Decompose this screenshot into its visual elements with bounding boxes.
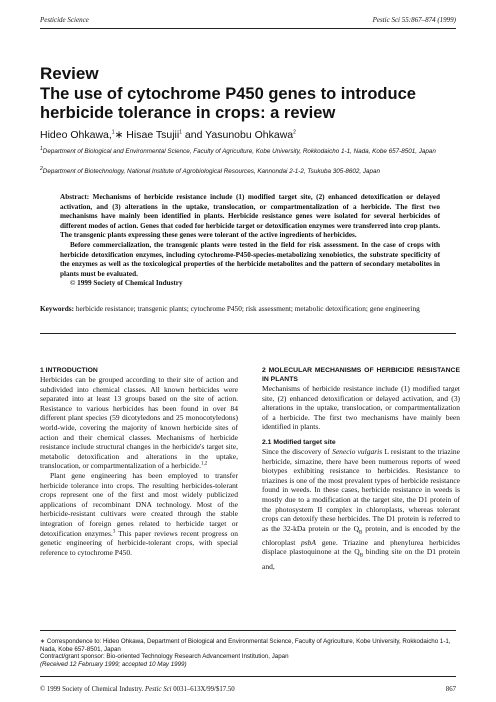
s21-species: Senecio vulgaris <box>332 446 383 456</box>
affiliation-2-num: 2 <box>40 165 43 172</box>
keywords-text: herbicide resistance; transgenic plants; cytochrome P450; risk assessment; metabolic detoxification; gene engineering <box>74 304 420 313</box>
s21-text-b: L resistant to the triazine herbicide, simazine, there have been numerous reports of weed biotypes exhibiting resistance to herbicides. Resistance to triazines is one of the most prevalent types of herbicide resistance found in weeds. In these cases, herbicide resistance in weeds is mostly due to a modification at the target site, the D1 protein of the photosystem II complex in chloroplasts, whereas tolerant crops can detoxify these herbicides. The D1 protein is referred to as the 32-kDa protein or the Q <box>262 446 461 533</box>
header-rule <box>40 28 456 29</box>
s21-text-a: Since the discovery of <box>262 446 333 456</box>
subsection-2-1-paragraph <box>262 447 460 571</box>
footnotes <box>40 638 460 668</box>
correspondence-mark: ∗ <box>114 129 124 141</box>
correspondence-note: ∗ Correspondence to: Hideo Ohkawa, Department of Biological and Environmental Science, Faculty of Agriculture, Kobe University, Rokkodaicho 1-1, Nada, Kobe 657-8501, Japan <box>40 638 451 653</box>
keywords <box>40 304 460 314</box>
section-label: Review <box>40 64 99 83</box>
running-head-journal: Pesticide Science <box>40 16 89 24</box>
s21-text-d: gene. Triazine and phenylurea herbicides displace plastoquinone at the Q <box>262 537 460 557</box>
footer-issn: 0031–613X/99/$17.50 <box>171 686 235 693</box>
page-number: 867 <box>445 686 456 693</box>
subsection-2-1-heading: 2.1 Modified target site <box>262 438 336 446</box>
abstract-paragraph-1: Abstract: Mechanisms of herbicide resistance include (1) modified target site, (2) enhanced detoxification or delayed activation, and (3) alterations in the uptake, translocation, or compartmentalization of a herbicide. The first two mechanisms have mainly been identified in plants. Herbicide resistance genes were isolated for several herbicides of different modes of action. Genes that coded for herbicide target or detoxification enzymes were transferred into crop plants. The transgenic plants expressing these genes were tolerant of the active ingredients of herbicides. <box>60 193 440 240</box>
abstract-copyright: © 1999 Society of Chemical Industry <box>70 279 183 288</box>
intro-p2-ref: 3 <box>112 529 116 534</box>
left-column <box>40 366 238 557</box>
footer-rule <box>40 676 456 677</box>
affiliation-2-text: Department of Biotechnology, National Institute of Agrobiological Resources, Kannondai 2-1-2, Tsukuba 305-8602, Japan <box>42 168 380 175</box>
grant-note: Contract/grant sponsor: Bio-oriented Technology Research Advancement Institution, Japan <box>40 653 289 661</box>
author-2-affil: 1 <box>179 129 182 136</box>
s21-text-e: binding site on the D1 protein and, <box>262 547 460 571</box>
abstract-paragraph-2: Before commercialization, the transgenic plants were tested in the field for risk assessment. In the case of crops with herbicide detoxification enzymes, including cytochrome-P450-species-metabolizing xenobiotics, the substrate specificity of the enzymes as well as the toxicological properties of the herbicide metabolites and the pattern of secondary metabolites in plants must be evaluated. <box>60 240 440 278</box>
intro-p1-ref: 1,2 <box>200 461 208 467</box>
footer-journal: Pestic Sci <box>143 686 172 693</box>
s21-text-c: protein, and is encoded by the chloroplast <box>262 523 460 547</box>
intro-p2-text-end: This paper reviews recent progress on genetic engineering of herbicide-tolerant crops, with special reference to cytochrome P450. <box>40 528 238 557</box>
author-2: Hisae Tsujii <box>123 129 180 141</box>
s21-sub-b: B <box>359 530 363 536</box>
s21-sub-b2: B <box>359 553 364 559</box>
article-title: The use of cytochrome P450 genes to introduce herbicide tolerance in crops: a review <box>40 85 416 122</box>
abstract <box>60 193 440 289</box>
affiliation-1-num: 1 <box>40 145 43 152</box>
intro-paragraph-2 <box>40 471 238 557</box>
affiliation-2 <box>40 165 460 176</box>
keywords-rule <box>40 333 456 334</box>
right-column <box>262 366 460 571</box>
footer-copyright: © 1999 Society of Chemical Industry. <box>40 686 144 693</box>
received-note: (Received 12 February 1999; accepted 10 May 1999) <box>40 660 187 668</box>
keywords-label: Keywords: <box>40 304 75 313</box>
author-list <box>40 129 296 141</box>
introduction-heading: 1 INTRODUCTION <box>40 367 98 374</box>
author-and: and <box>182 129 206 141</box>
running-head-citation: Pestic Sci 55:867–874 (1999) <box>372 16 456 24</box>
intro-p1-text: Herbicides can be grouped according to their site of action and subdivided into chemical classes. All known herbicides were separated into at least 13 groups based on the site of action. Resistance to various herbicides has been found in over 84 different plant species (59 dicotyledons and 25 monocotyledons) world-wide, covering the majority of known herbicide sites of action and their chemical classes. Mechanisms of herbicide resistance include structural changes in the herbicide's target site, metabolic detoxification and alterations in the uptake, translocation, or compartmentalization of a herbicide. <box>40 375 238 471</box>
author-1-affil: 1 <box>111 129 115 136</box>
section-2-heading: 2 MOLECULAR MECHANISMS OF HERBICIDE RESISTANCE IN PLANTS <box>262 367 460 383</box>
intro-p2-text: Plant gene engineering has been employed to transfer herbicide tolerance into crops. The resulting herbicides-tolerant crops represent one of the first and most widely publicized applications of recombinant DNA technology. Most of the herbicide-resistant cultivars were created through the stable integration of foreign genes related to herbicide target or detoxification enzymes. <box>40 470 238 538</box>
affiliation-1-text: Department of Biological and Environmental Science, Faculty of Agriculture, Kobe University, Rokkodaicho 1-1, Nada, Kobe 657-8501, Japan <box>42 148 436 155</box>
affiliation-1 <box>40 145 460 156</box>
author-3-affil: 2 <box>293 129 296 136</box>
s21-gene: psbA <box>301 537 317 547</box>
author-3: Yasunobu Ohkawa <box>205 129 294 141</box>
footer-citation <box>40 686 235 693</box>
footnote-rule <box>40 630 456 631</box>
author-1: Hideo Ohkawa, <box>40 129 112 141</box>
section-2-paragraph: Mechanisms of herbicide resistance include (1) modified target site, (2) enhanced detoxification or delayed activation, and (3) alterations in the uptake, translocation, or compartmentalization of a herbicide. The first two mechanisms have mainly been identified in plants. <box>262 384 460 432</box>
intro-paragraph-1 <box>40 375 238 471</box>
